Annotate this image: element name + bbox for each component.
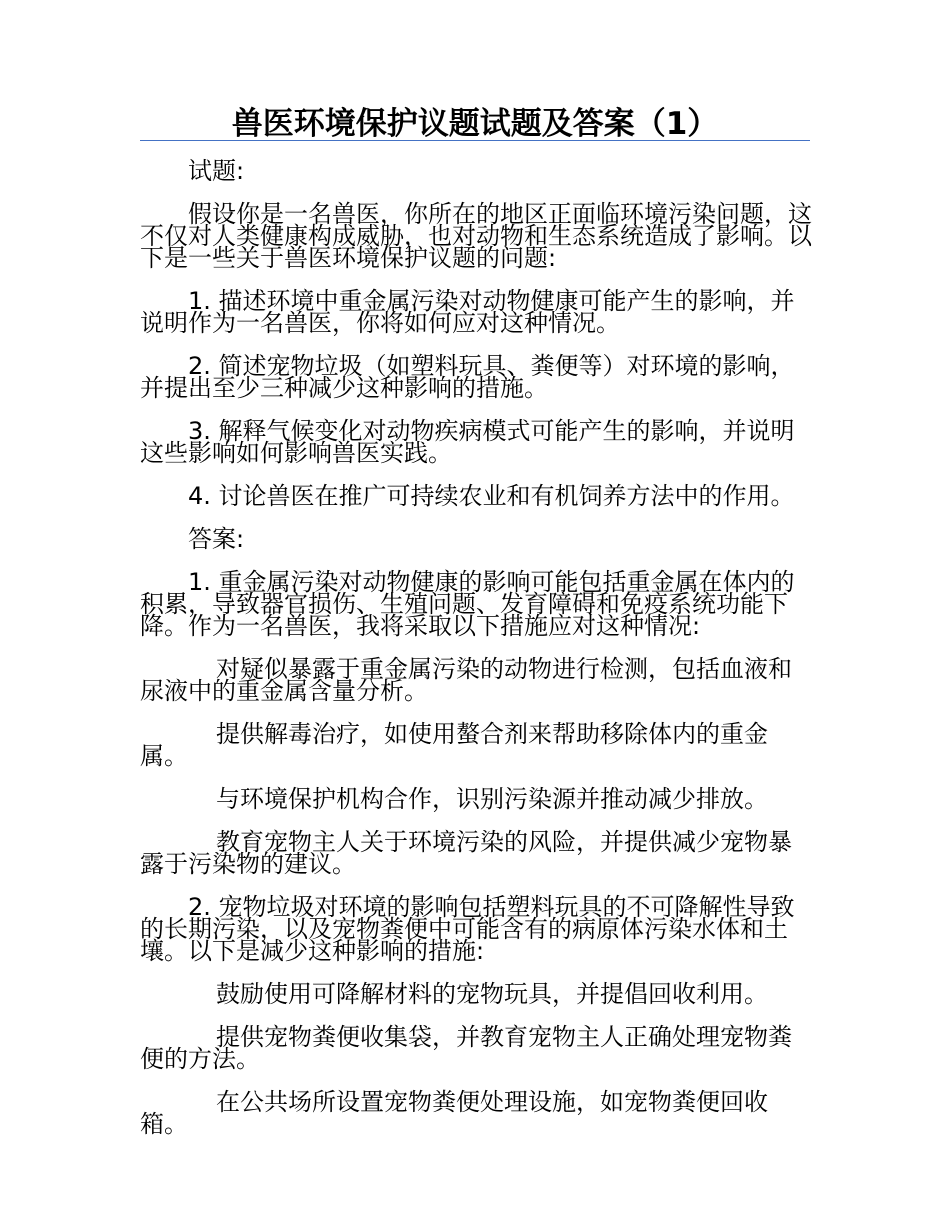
answer-1: 1. 重金属污染对动物健康的影响可能包括重金属在体内的积累，导致器官损伤、生殖问题、发育障碍和免疫系统功能下降。作为一名兽医，我将采取以下措施应对这种情况:: [140, 568, 795, 640]
document-title: 兽医环境保护议题试题及答案（1）: [231, 106, 719, 142]
answer-2-measure-1: 鼓励使用可降解材料的宠物玩具，并提倡回收利用。: [216, 980, 768, 1008]
question-1: 1. 描述环境中重金属污染对动物健康可能产生的影响，并说明作为一名兽医，你将如何应对这种情况。: [140, 287, 795, 337]
answer-2-measure-3: 在公共场所设置宠物粪便处理设施，如宠物粪便回收箱。: [140, 1088, 768, 1138]
document-body: [140, 157, 812, 1156]
answer-2: 2. 宠物垃圾对环境的影响包括塑料玩具的不可降解性导致的长期污染，以及宠物粪便中可能含有的病原体污染水体和土壤。以下是减少这种影响的措施:: [140, 893, 795, 965]
answer-1-measure-3: 与环境保护机构合作，识别污染源并推动减少排放。: [216, 785, 768, 813]
answer-1-measure-2: 提供解毒治疗，如使用螯合剂来帮助移除体内的重金属。: [140, 720, 768, 770]
questions-heading: 试题:: [188, 157, 245, 185]
question-4: 4. 讨论兽医在推广可持续农业和有机饲养方法中的作用。: [188, 482, 795, 510]
question-2: 2. 简述宠物垃圾（如塑料玩具、粪便等）对环境的影响，并提出至少三种减少这种影响的措施。: [140, 352, 795, 402]
answers-heading: 答案:: [188, 525, 245, 553]
answer-1-measure-1: 对疑似暴露于重金属污染的动物进行检测，包括血液和尿液中的重金属含量分析。: [140, 655, 792, 705]
answer-1-measure-4: 教育宠物主人关于环境污染的风险，并提供减少宠物暴露于污染物的建议。: [140, 828, 792, 878]
answer-2-measure-2: 提供宠物粪便收集袋，并教育宠物主人正确处理宠物粪便的方法。: [140, 1023, 792, 1073]
scenario-paragraph: 假设你是一名兽医，你所在的地区正面临环境污染问题，这不仅对人类健康构成威胁，也对动物和生态系统造成了影响。以下是一些关于兽医环境保护议题的问题:: [140, 200, 812, 272]
question-3: 3. 解释气候变化对动物疾病模式可能产生的影响，并说明这些影响如何影响兽医实践。: [140, 417, 795, 467]
title-underline: [140, 140, 810, 141]
